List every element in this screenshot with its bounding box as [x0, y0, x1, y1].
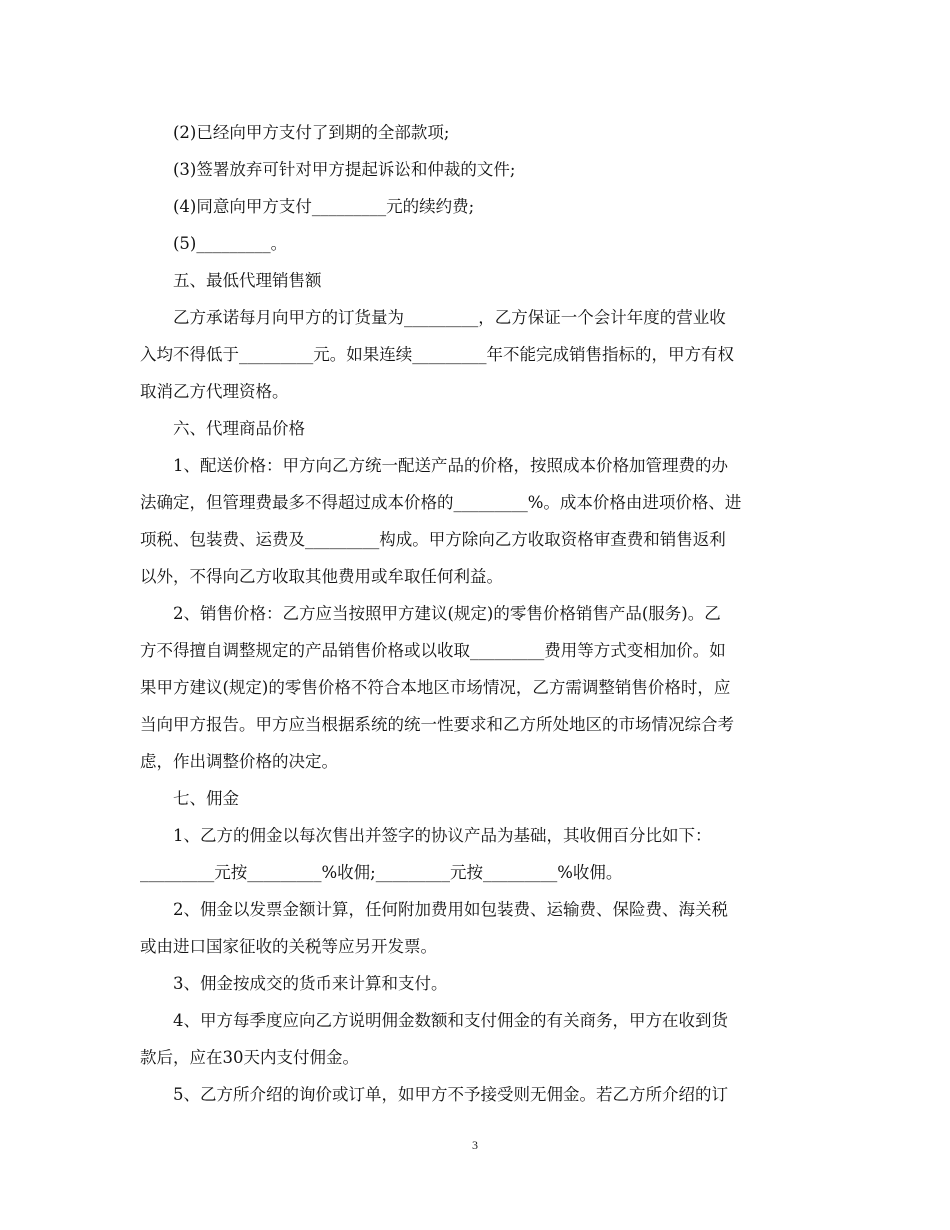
document-body: [140, 114, 812, 1113]
paragraph-line: 项税、包装费、运费及_________构成。甲方除向乙方收取资格审查费和销售返利: [140, 530, 726, 549]
page-number: 3: [472, 1138, 478, 1152]
paragraph-line: 以外，不得向乙方收取其他费用或牟取任何利益。: [140, 567, 503, 586]
paragraph-line: 六、代理商品价格: [173, 419, 305, 438]
paragraph-line: 取消乙方代理资格。: [140, 382, 289, 401]
paragraph-line: 5、乙方所介绍的询价或订单，如甲方不予接受则无佣金。若乙方所介绍的订: [173, 1085, 728, 1104]
paragraph-line: 果甲方建议(规定)的零售价格不符合本地区市场情况，乙方需调整销售价格时，应: [140, 678, 731, 697]
paragraph-line: 法确定，但管理费最多不得超过成本价格的_________%。成本价格由进项价格、进: [140, 493, 742, 512]
paragraph-line: 1、配送价格：甲方向乙方统一配送产品的价格，按照成本价格加管理费的办: [173, 456, 728, 475]
paragraph-line: 4、甲方每季度应向乙方说明佣金数额和支付佣金的有关商务，甲方在收到货: [173, 1011, 728, 1030]
paragraph-line: (2)已经向甲方支付了到期的全部款项;: [173, 123, 450, 142]
paragraph-line: 或由进口国家征收的关税等应另开发票。: [140, 937, 437, 956]
paragraph-line: 当向甲方报告。甲方应当根据系统的统一性要求和乙方所处地区的市场情况综合考: [140, 715, 734, 734]
paragraph-line: 七、佣金: [173, 789, 239, 808]
paragraph-line: 2、销售价格：乙方应当按照甲方建议(规定)的零售价格销售产品(服务)。乙: [173, 604, 721, 623]
paragraph-line: 1、乙方的佣金以每次售出并签字的协议产品为基础，其收佣百分比如下：: [173, 826, 712, 845]
paragraph-line: 乙方承诺每月向甲方的订货量为_________，乙方保证一个会计年度的营业收: [173, 308, 726, 327]
paragraph-line: 款后，应在30天内支付佣金。: [140, 1048, 359, 1067]
paragraph-line: 3、佣金按成交的货币来计算和支付。: [173, 974, 448, 993]
paragraph-line: 虑，作出调整价格的决定。: [140, 752, 338, 771]
paragraph-line: _________元按_________%收佣;_________元按_________%收佣。: [140, 863, 623, 882]
paragraph-line: (5)_________。: [173, 234, 288, 253]
paragraph-line: (3)签署放弃可针对甲方提起诉讼和仲裁的文件;: [173, 160, 516, 179]
paragraph-line: 入均不得低于_________元。如果连续_________年不能完成销售指标的，甲方有权: [140, 345, 734, 364]
paragraph-line: 2、佣金以发票金额计算，任何附加费用如包装费、运输费、保险费、海关税: [173, 900, 728, 919]
paragraph-line: (4)同意向甲方支付_________元的续约费;: [173, 197, 475, 216]
paragraph-line: 方不得擅自调整规定的产品销售价格或以收取_________费用等方式变相加价。如: [140, 641, 726, 660]
paragraph-line: 五、最低代理销售额: [173, 271, 322, 290]
